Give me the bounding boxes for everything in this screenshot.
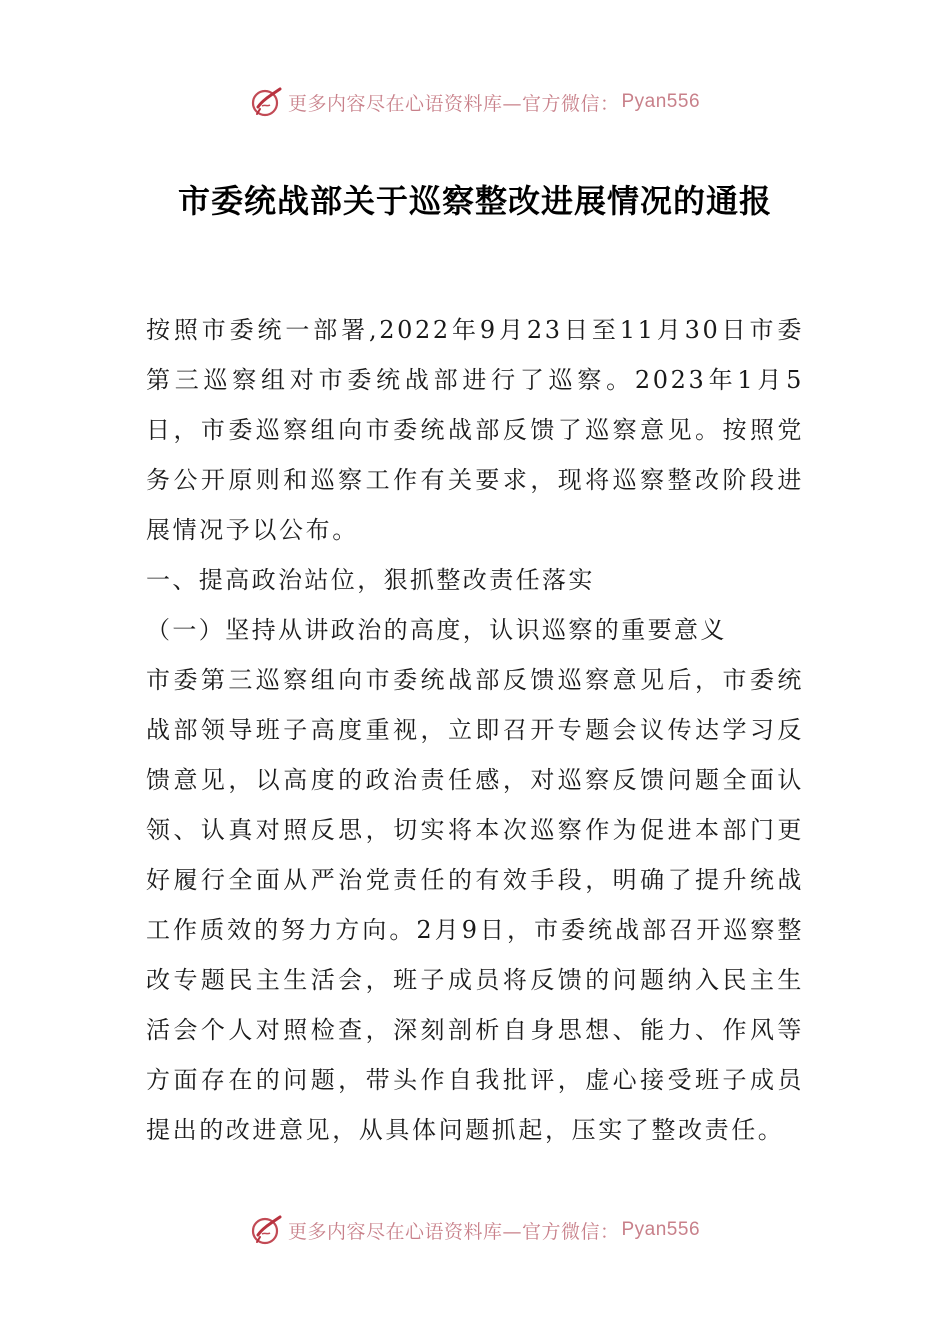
pen-nib-circle-icon (250, 85, 284, 119)
watermark-text: 更多内容尽在心语资料库—官方微信： (287, 1220, 620, 1243)
section-heading-1: 一、提高政治站位，狠抓整改责任落实 (146, 566, 595, 594)
watermark-wechat-id: Pyan556 (621, 1219, 701, 1240)
watermark-footer (0, 1210, 950, 1250)
pen-nib-circle-icon (250, 1213, 284, 1247)
paragraph-intro: 按照市委统一部署,2022年9月23日至11月30日市委第三巡察组对市委统战部进行了巡察。2023年1月5日，市委巡察组向市委统战部反馈了巡察意见。按照党务公开原则和巡察工作有关要求，现将巡察整改阶段进展情况予以公布。 (146, 316, 804, 544)
paragraph-body-1: 市委第三巡察组向市委统战部反馈巡察意见后，市委统战部领导班子高度重视，立即召开专题会议传达学习反馈意见，以高度的政治责任感，对巡察反馈问题全面认领、认真对照反思，切实将本次巡察作为促进本部门更好履行全面从严治党责任的有效手段，明确了提升统战工作质效的努力方向。2月9日，市委统战部召开巡察整改专题民主生活会，班子成员将反馈的问题纳入民主生活会个人对照检查，深刻剖析自身思想、能力、作风等方面存在的问题，带头作自我批评，虚心接受班子成员提出的改进意见，从具体问题抓起，压实了整改责任。 (146, 666, 804, 1144)
watermark-wechat-id: Pyan556 (621, 91, 701, 112)
document-body (146, 305, 804, 1155)
document-title: 市委统战部关于巡察整改进展情况的通报 (177, 182, 772, 220)
subsection-heading-1: （一）坚持从讲政治的高度，认识巡察的重要意义 (146, 616, 727, 644)
watermark-text: 更多内容尽在心语资料库—官方微信： (287, 92, 620, 115)
watermark-header (0, 82, 950, 122)
